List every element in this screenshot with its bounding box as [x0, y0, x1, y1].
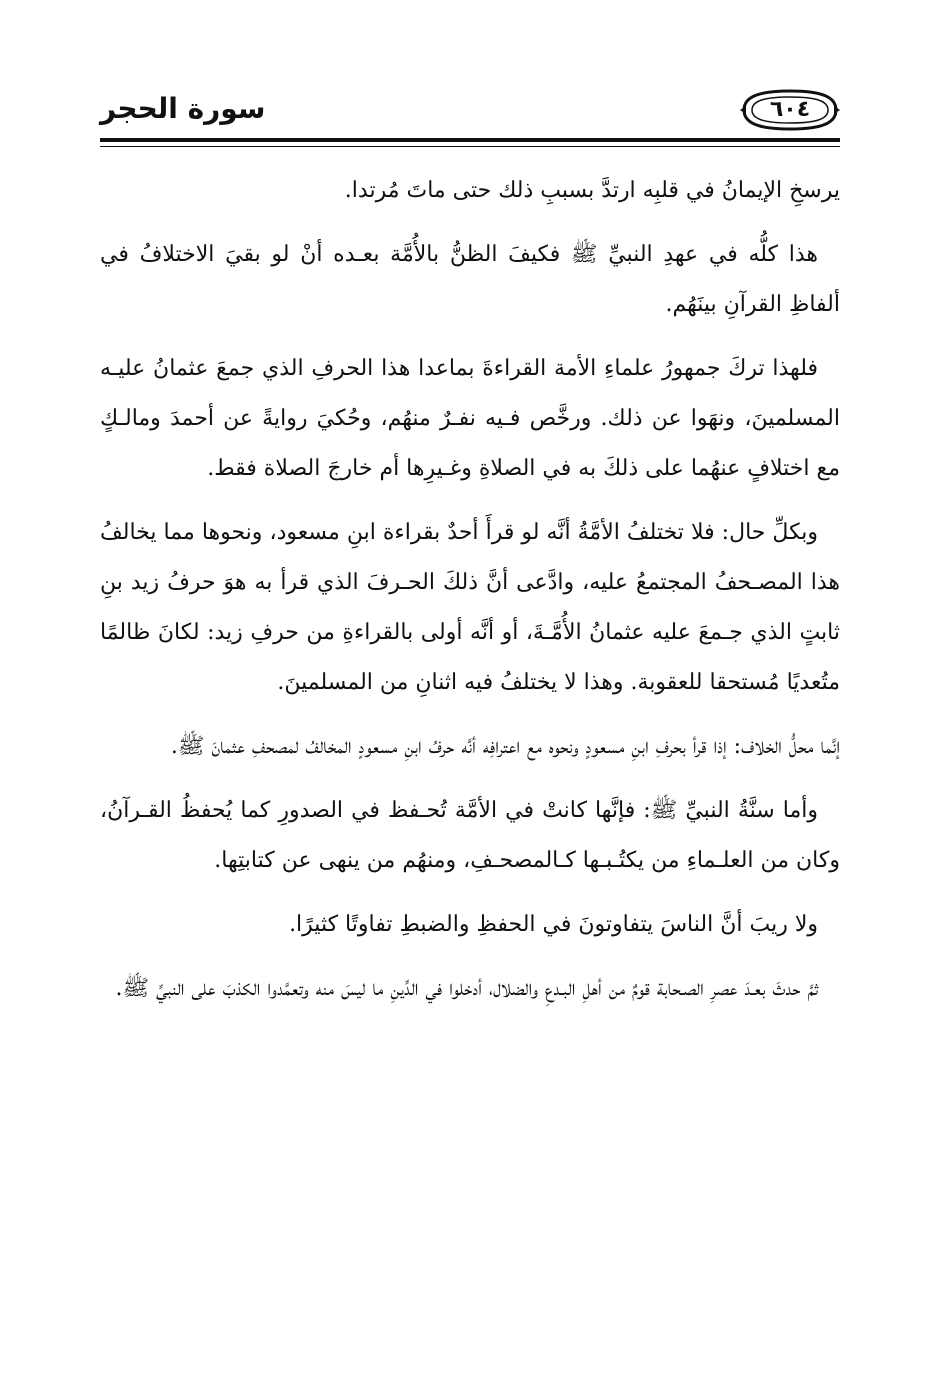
- paragraph: يرسخِ الإيمانُ في قلبِه ارتدَّ بسببِ ذلك حتى ماتَ مُرتدا.: [344, 178, 840, 203]
- page-header: [100, 86, 840, 138]
- surah-title: سورة الحجر: [100, 92, 266, 125]
- header-rule-thick: [100, 138, 840, 142]
- page-number: ٦٠٤: [769, 97, 811, 122]
- paragraph: وأما سنَّةُ النبيِّ ﷺ: فإنَّها كانتْ في الأمَّة تُحـفظ في الصدورِ كما يُحفظُ القـرآنُ، وكان من العلـماءِ من يكتُـبـها كـالمصحـفِ، ومنهُم من ينهى عن كتابتِها.: [100, 798, 840, 873]
- header-rule-thin: [100, 146, 840, 147]
- body-text: [100, 166, 840, 1014]
- paragraph: إنَّما محلُّ الخلاف: إذا قرأ بحرفِ ابنِ مسعودٍ ونحوه مع اعترافِه أنَّه حرفُ ابنِ مسعودٍ المخالفُ لمصحفِ عثمانَ ﷺ.: [170, 734, 840, 759]
- paragraph: وبكلِّ حال: فلا تختلفُ الأمَّةُ أنَّه لو قرأَ أحدٌ بقراءة ابنِ مسعود، ونحوها مما يخالفُ هذا المصـحفُ المجتمعُ عليه، وادَّعى أنَّ ذلكَ الحـرفَ الذي قرأ به هوَ حرفُ زيد بنِ ثابتٍ الذي جـمعَ عليه عثمانُ الأُمَّـةَ، أو أنَّه أولى بالقراءةِ من حرفِ زيد: لكانَ ظالمًا متُعديًا مُستحقا للعقوبة. وهذا لا يختلفُ فيه اثنانِ من المسلمينَ.: [100, 520, 840, 695]
- paragraph: ولا ريبَ أنَّ الناسَ يتفاوتونَ في الحفظِ والضبطِ تفاوتًا كثيرًا.: [289, 912, 818, 937]
- paragraph: ثمَّ حدثَ بعـدَ عصرِ الصـحابة قومٌ من أهلِ البـدعِ والضلال، أدخلوا في الدِّينِ ما ليسَ منه وتعمَّدوا الكذبَ على النبيِّ ﷺ.: [115, 976, 818, 1001]
- paragraph: فلهذا تركَ جمهورُ علماءِ الأمة القراءةَ بماعدا هذا الحرفِ الذي جمعَ عثمانُ عليـه المسلمينَ، ونهَوا عن ذلك. ورخَّص فـيه نفـرٌ منهُم، وحُكيَ روايةً عن أحمدَ ومالـكٍ مع اختلافٍ عنهُما على ذلكَ به في الصلاةِ وغـيرِها أم خارجَ الصلاة فقط.: [100, 356, 840, 481]
- paragraph: هذا كلُّه في عهدِ النبيِّ ﷺ فكيفَ الظنُّ بالأُمَّة بعـده أنْ لو بقيَ الاختلافُ في ألفاظِ القرآنِ بينَهُم.: [100, 242, 840, 317]
- page-number-badge: [740, 88, 840, 132]
